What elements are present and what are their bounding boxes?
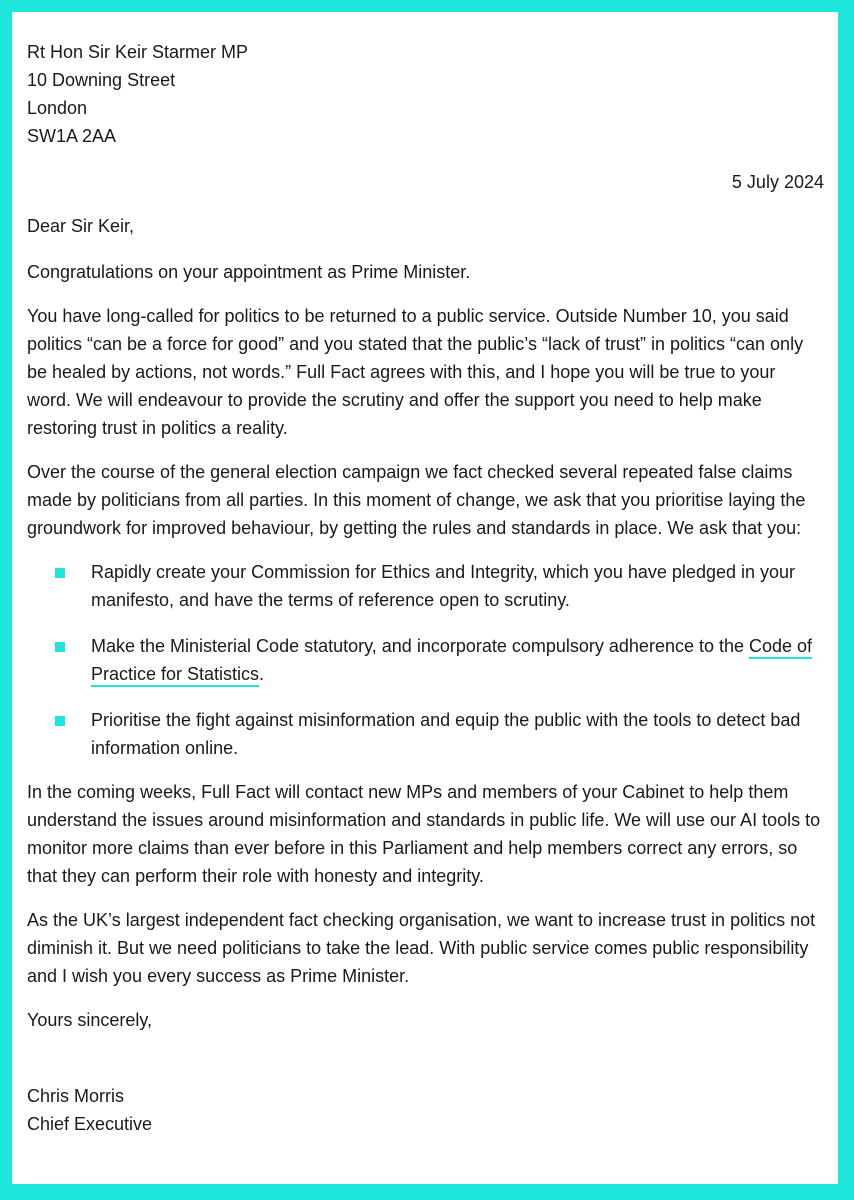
paragraph-election: Over the course of the general election campaign we fact checked several repeated false claims made by politicians from all parties. In this moment of change, we ask that you prioritise laying the groundwork for improved behaviour, by getting the rules and standards in place. We ask that you: [27, 462, 806, 538]
address-line-postcode: SW1A 2AA [27, 126, 117, 146]
ask-text-commission: Rapidly create your Commission for Ethics and Integrity, which you have pledged in your manifesto, and have the terms of reference open to scrutiny. [91, 562, 796, 610]
address-line-city: London [27, 98, 88, 118]
list-item [27, 558, 824, 614]
paragraph-coming-weeks: In the coming weeks, Full Fact will contact new MPs and members of your Cabinet to help them understand the issues around misinformation and standards in public life. We will use our AI tools to monitor more claims than ever before in this Parliament and help members correct any errors, so that they can perform their role with honesty and integrity. [27, 782, 821, 886]
asks-list [27, 558, 824, 762]
letter-page [12, 12, 838, 1184]
address-line-name: Rt Hon Sir Keir Starmer MP [27, 42, 249, 62]
signatory-name: Chris Morris [27, 1086, 124, 1106]
closing: Yours sincerely, [27, 1010, 153, 1030]
ask-text-misinformation: Prioritise the fight against misinformation and equip the public with the tools to detect bad information online. [91, 710, 801, 758]
recipient-address [27, 38, 824, 150]
signatory-title: Chief Executive [27, 1114, 153, 1134]
signature-block [27, 1082, 824, 1138]
salutation: Dear Sir Keir, [27, 216, 135, 236]
paragraph-congratulations: Congratulations on your appointment as Prime Minister. [27, 262, 471, 282]
list-item [27, 632, 824, 688]
list-item [27, 706, 824, 762]
square-bullet-icon [55, 642, 65, 652]
ask-text-code-after: . [259, 664, 265, 684]
code-of-practice-link[interactable]: Code of Practice for Statistics [91, 636, 812, 687]
paragraph-organisation: As the UK’s largest independent fact checking organisation, we want to increase trust in politics not diminish it. But we need politicians to take the lead. With public service comes public responsibility and I wish you every success as Prime Minister. [27, 910, 816, 986]
paragraph-trust: You have long-called for politics to be returned to a public service. Outside Number 10, you said politics “can be a force for good” and you stated that the public’s “lack of trust” in politics “can only be healed by actions, not words.” Full Fact agrees with this, and I hope you will be true to your word. We will endeavour to provide the scrutiny and offer the support you need to help make restoring trust in politics a reality. [27, 306, 804, 438]
ask-text-code-before: Make the Ministerial Code statutory, and incorporate compulsory adherence to the [91, 636, 750, 656]
square-bullet-icon [55, 716, 65, 726]
square-bullet-icon [55, 568, 65, 578]
address-line-street: 10 Downing Street [27, 70, 176, 90]
letter-date: 5 July 2024 [731, 172, 824, 192]
